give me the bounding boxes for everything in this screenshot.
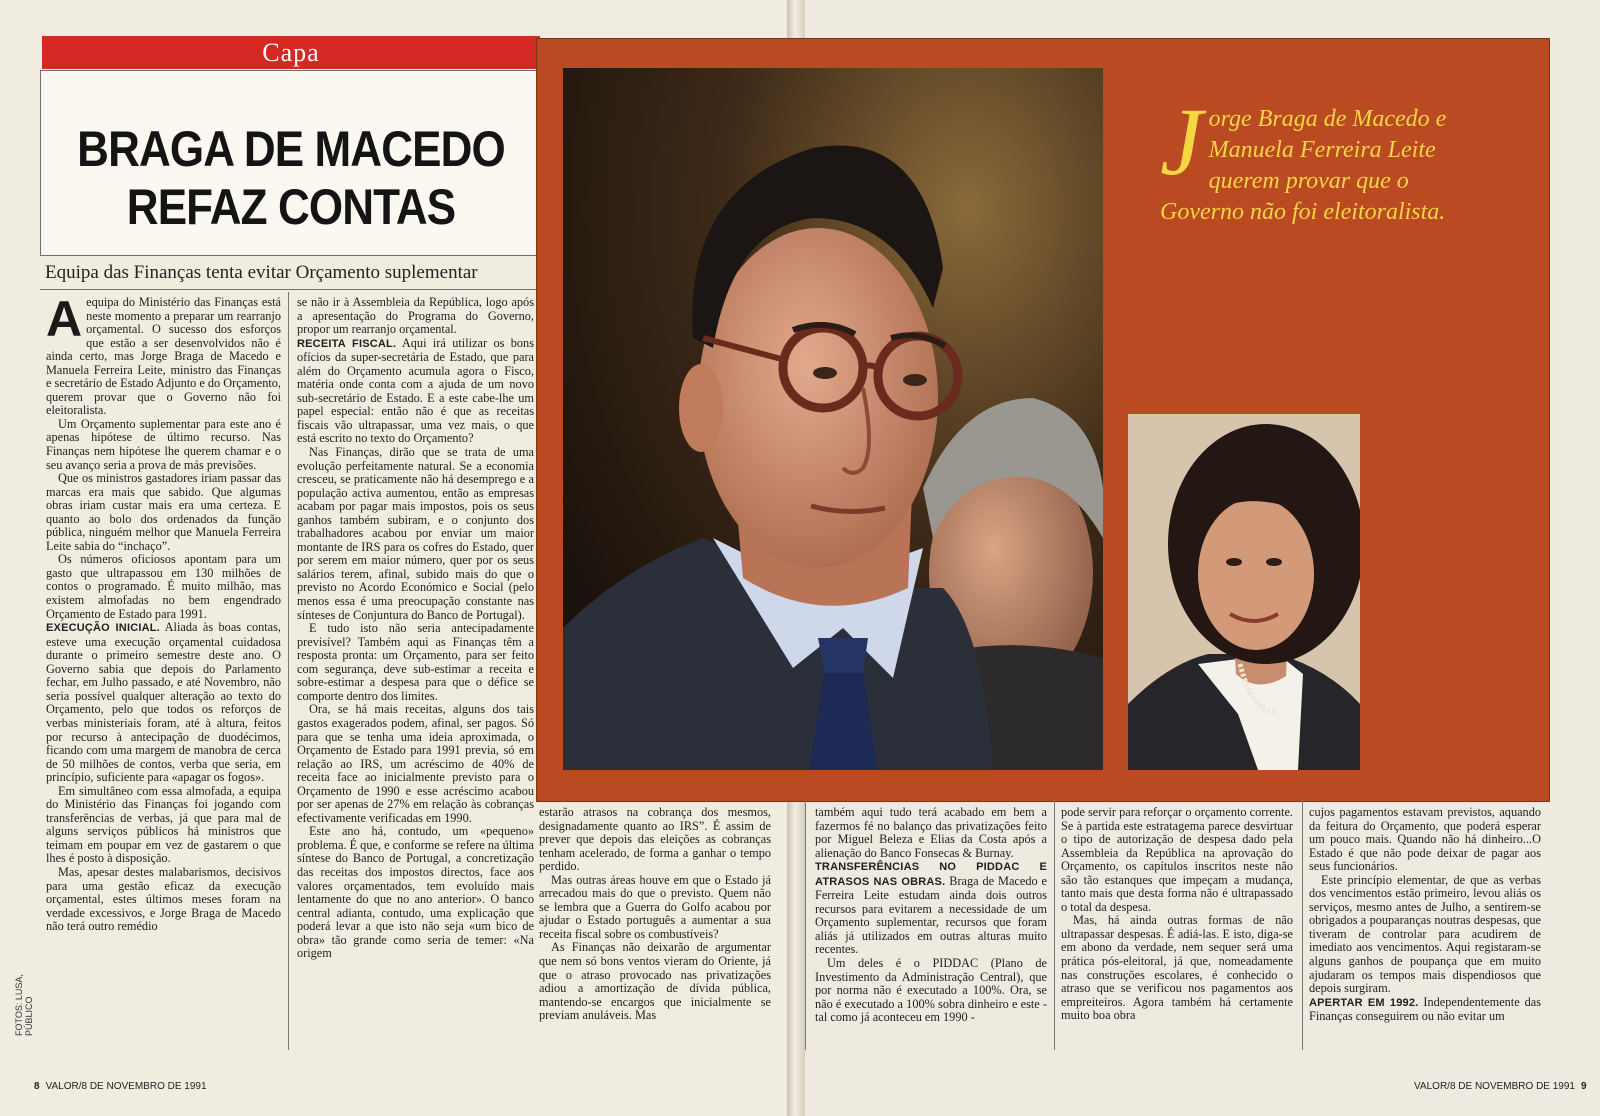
paragraph (1309, 996, 1541, 1024)
paragraph: Os números oficiosos apontam para um gasto que ultrapassou em 130 milhões de contos o programado. É muito milhão, mas existem almofadas no bem engendrado Orçamento de Estado para 1991. (46, 552, 281, 621)
paragraph-text: Braga de Macedo e Ferreira Leite estudam ainda dois outros recursos para evitarem a necessidade de um Orçamento suplementar, recursos que foram aliás já utilizados em outras alturas muito recentes. (815, 873, 1047, 957)
paragraph: Em simultâneo com essa almofada, a equipa do Ministério das Finanças foi jogando com transferências de verbas, já que para mal de alguns serviços públicos há ministros que teimam em poupar em vez de gastarem o que lhes é posto à disposição. (46, 783, 281, 866)
column-rule (1054, 800, 1055, 1050)
pull-quote-text: orge Braga de Macedo e Manuela Ferreira Leite querem provar que o Governo não foi eleitoralista. (1160, 106, 1447, 225)
article-column-4 (815, 806, 1047, 1052)
paragraph: Mas outras áreas houve em que o Estado já arrecadou mais do que o previsto. Quem não se lembra que a Guerra do Golfo acabou por ajudar o Estado português a aumentar a sua receita fiscal sobre os combustíveis? (539, 872, 771, 941)
face (1198, 498, 1314, 650)
paragraph: se não ir à Assembleia da República, logo após a apresentação do Programa do Governo, propor um rearranjo orçamental. (297, 295, 534, 337)
page-number: 8 (34, 1081, 40, 1092)
column-rule (1302, 800, 1303, 1050)
drop-cap: A (46, 291, 83, 347)
paragraph-text: Aqui irá utilizar os bons ofícios da super-secretária de Estado, que para além do Orçamento acumula agora o Fisco, matéria onde conta com a ajuda de um novo sub-secretário de Estado. E a este cabe-lhe um papel especial: então não é que as receitas fiscais vão ultrapassar, uma vez mais, o que está escrito no texto do Orçamento? (297, 335, 534, 446)
article-column-1 (46, 291, 281, 934)
paragraph: Um deles é o PIDDAC (Plano de Investimento da Administração Central), que por norma não é executado a 100%. Ora, se não é executado a 100% sobra dinheiro e este - tal como já aconteceu em 1990 - (815, 956, 1047, 1025)
article-column-2 (297, 296, 534, 961)
headline (70, 120, 512, 236)
section-kicker: EXECUÇÃO INICIAL. (46, 622, 160, 635)
paragraph: Este princípio elementar, de que as verbas dos vencimentos estão primeiro, levou aliás os serviços, mesmo antes de Julho, a sentirem-se obrigados a pouparanças noutras despesas, que tiveram de controlar para acudirem de imediato aos vencimentos. Aqui registaram-se alguns ganhos de poupança que em muito ajudaram os tempos mais dispendiosos que depois surgiram. (1309, 872, 1541, 996)
paragraph (297, 337, 534, 446)
paragraph: Este ano há, contudo, um «pequeno» problema. É que, e conforme se refere na última síntese do Banco de Portugal, a concretização das receitas dos impostos directos, face aos valores orçamentados, tem evoluído mais lentamente do que no ano anterior». O banco central adianta, contudo, uma explicação que poderá levar a que isto não seja «um bico de obra» tão grande como seria de temer: «Na origem (297, 824, 534, 961)
article-column-5 (1061, 806, 1293, 1052)
folio-right (1414, 1081, 1587, 1092)
paragraph-text: Independentemente das Finanças conseguirem ou não evitar um (1309, 994, 1542, 1024)
pull-quote (1160, 88, 1490, 228)
paragraph (46, 621, 281, 785)
paragraph: também aqui tudo terá acabado em bem a fazermos fé no balanço das privatizações feito por Miguel Beleza e Elias da Costa após a alienação do Banco Fonsecas & Burnay. (815, 805, 1047, 860)
section-kicker: TRANSFERÊNCIAS NO PIDDAC E ATRASOS NAS OBRAS. (815, 861, 1047, 888)
column-rule (288, 292, 289, 1050)
column-rule (805, 800, 806, 1050)
article-column-3 (539, 806, 771, 1052)
paragraph: Mas, há ainda outras formas de não ultrapassar despesas. É adiá-las. E isto, diga-se em abono da verdade, nem sequer será uma prática pós-eleitoral, já que, nomeadamente nas construções escolares, é conhecido o atraso que se verificou nos pagamentos aos empreiteiros. Agora também há certamente muito boa obra (1061, 913, 1293, 1023)
headline-line-1: BRAGA DE MACEDO (77, 121, 505, 177)
paragraph: cujos pagamentos estavam previstos, aquando da feitura do Orçamento, que poderá esperar um pouco mais. Quando não há dinheiro...O Estado é que não pode deixar de pagar aos seus funcionários. (1309, 805, 1541, 874)
folio-text: VALOR/8 DE NOVEMBRO DE 1991 (45, 1081, 207, 1092)
main-portrait-photo (563, 68, 1103, 770)
section-banner: Capa (42, 36, 540, 69)
paragraph-text: equipa do Ministério das Finanças está neste momento a preparar um rearranjo orçamental. O sucesso dos esforços que estão a ser desenvolvidos não é ainda certo, mas Jorge Braga de Macedo e Manuela Ferreira Leite, ministro das Finanças e secretário de Estado Adjunto e do Orçamento, querem provar que o Governo não foi eleitoralista. (46, 295, 281, 418)
paragraph: Um Orçamento suplementar para este ano é apenas hipótese de último recurso. Nas Finanças nem hipótese lhe querem chamar e o seu avanço seria a prova de más previsões. (46, 416, 281, 472)
paragraph-text: Aliada às boas contas, esteve uma execução orçamental cuidadosa durante o primeiro semestre deste ano. O Governo sabia que depois do Parlamento fechar, em Julho passado, e até Novembro, não seria possível qualquer alteração ao texto do Orçamento, pelo que todos os reforços de verbas ministeriais foram, até à altura, feitos por recurso à antecipação de duodécimos, ficando com uma margem de manobra de cerca de 50 milhões de contos, verba que seria, em princípio, suficiente para «apagar os fogos». (46, 620, 281, 785)
headline-line-2: REFAZ CONTAS (126, 179, 456, 235)
paragraph: Nas Finanças, dirão que se trata de uma evolução perfeitamente natural. Se a economia cresceu, se praticamente não há desemprego e a população activa aumentou, então as empresas acabam por pagar mais impostos, pois os seus ganhos também subiram, e o conjunto dos trabalhadores acabou por enviar um maior montante de IRS para os cofres do Estado, quer por serem em maior número, quer por os seus salários terem, afinal, subido mais do que o previsto no Acordo Económico e Social (pelo menos essa é uma preocupação constante nas sínteses de Conjuntura do Banco de Portugal). (297, 445, 534, 622)
paragraph: Ora, se há mais receitas, alguns dos tais gastos exagerados podem, afinal, ser pagos. Só para que se tenha uma ideia aproximada, o Orçamento de Estado para 1991 previa, só em relação ao IRS, um acréscimo de 40% de receita face ao inicialmente previsto para o Orçamento de 1990 e esse acréscimo acabou por ser apenas de 27% em relação às cobranças efectivamente verificadas em 1990. (297, 702, 534, 825)
paragraph: estarão atrasos na cobrança dos mesmos, designadamente quanto ao IRS”. É assim de prever que depois das eleições as cobranças tenham acelerado, de forma a ganhar o tempo perdido. (539, 805, 771, 874)
article-column-6 (1309, 806, 1541, 1052)
side-portrait-photo (1128, 414, 1360, 770)
section-kicker: RECEITA FISCAL. (297, 337, 397, 350)
paragraph: As Finanças não deixarão de argumentar que nem só bons ventos vieram do Oriente, já que o atraso provocado nas privatizações adiou a amortização de dívida pública, mantendo-se encargos que inicialmente se previam anuláveis. Mas (539, 940, 771, 1023)
paragraph: pode servir para reforçar o orçamento corrente. Se à partida este estratagema parece desvirtuar o tipo de autorização de despesa dado pela Assembleia da República na aprovação do Orçamento, os capítulos inscritos neste não são tão estanques que impeçam a mudança, tanto mais que desta forma não é ultrapassado o total da despesa. (1061, 805, 1293, 914)
folio-text: VALOR/8 DE NOVEMBRO DE 1991 (1414, 1081, 1575, 1092)
photo-credit: FOTOS: LUSA, PÚBLICO (14, 974, 34, 1036)
paragraph: E tudo isto não seria antecipadamente previsível? Também aqui as Finanças têm a resposta pronta: um Orçamento, para ser feito com segurança, deve sub-estimar a receita e sobre-estimar a despesa para que o défice se comporte dentro dos limites. (297, 621, 534, 703)
paragraph: Mas, apesar destes malabarismos, decisivos para uma gestão eficaz da execução orçamental, estes últimos meses foram na verdade excessivos, e Jorge Braga de Macedo não terá outro remédio (46, 864, 281, 934)
face (698, 228, 938, 568)
paragraph (815, 860, 1047, 957)
paragraph: Que os ministros gastadores iriam passar das marcas era mais que sabido. Que algumas obras iriam custar mais era uma certeza. E quanto ao bolo dos ordenados da função pública, ninguém melhor que Manuela Ferreira Leite sabia do “inchaço”. (46, 471, 281, 553)
paragraph (46, 291, 281, 418)
section-kicker: APERTAR EM 1992. (1309, 996, 1419, 1009)
pull-quote-initial: J (1160, 88, 1203, 195)
subhead-rule (40, 289, 542, 290)
folio-left (34, 1081, 207, 1092)
page-number: 9 (1580, 1081, 1587, 1092)
subheadline: Equipa das Finanças tenta evitar Orçamento suplementar (45, 262, 478, 283)
